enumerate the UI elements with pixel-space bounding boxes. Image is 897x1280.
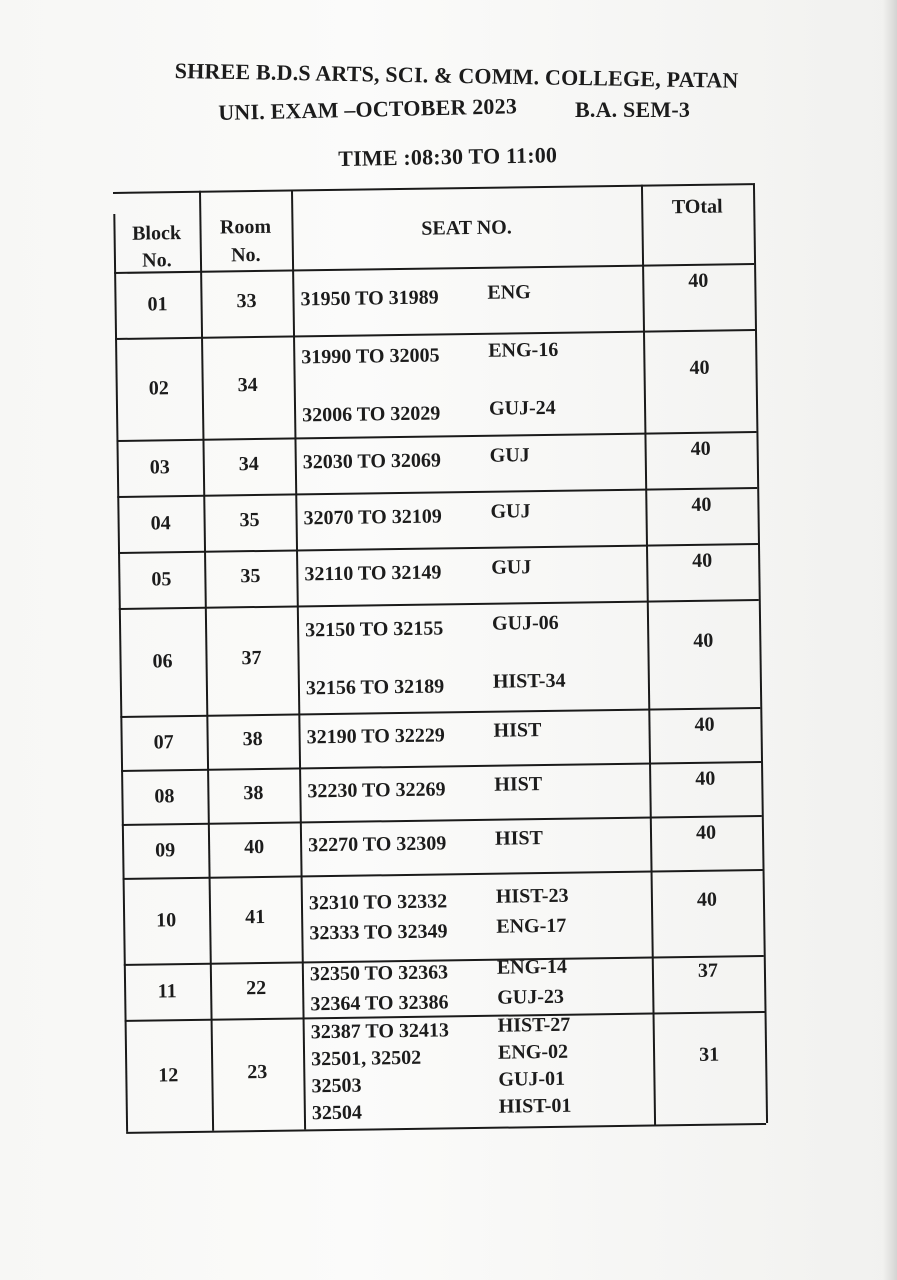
seat-subject: HIST-27 <box>497 1013 571 1037</box>
seat-range: 32230 TO 32269 <box>307 778 446 803</box>
header-total: TOtal <box>671 195 723 219</box>
block-no: 02 <box>148 377 169 400</box>
seat-subject: GUJ-06 <box>491 611 559 635</box>
room-no: 34 <box>238 452 259 476</box>
seat-range: 31990 TO 32005 <box>301 344 440 369</box>
seat-subject: HIST-01 <box>498 1094 572 1118</box>
seat-range: 32156 TO 32189 <box>305 675 445 700</box>
row-total: 40 <box>693 629 714 652</box>
seat-range: 31950 TO 31989 <box>300 286 439 311</box>
seat-subject: HIST-23 <box>495 884 569 908</box>
seat-range: 32350 TO 32363 <box>309 961 449 986</box>
seat-range: 32310 TO 32332 <box>308 890 448 915</box>
seat-range: 32503 <box>311 1074 362 1098</box>
seat-range: 32190 TO 32229 <box>306 724 445 749</box>
block-no: 05 <box>151 568 172 591</box>
seat-range: 32030 TO 32069 <box>302 449 442 474</box>
block-no: 09 <box>155 839 176 862</box>
row-total: 40 <box>691 493 712 516</box>
seating-table <box>113 183 766 1142</box>
row-total: 40 <box>695 767 716 790</box>
header-seat-no: SEAT NO. <box>421 216 512 240</box>
room-no: 41 <box>244 905 266 929</box>
room-no: 34 <box>237 373 258 397</box>
table-rule <box>119 599 759 610</box>
room-no: 38 <box>243 781 264 805</box>
seat-range: 32110 TO 32149 <box>304 561 442 586</box>
room-no: 35 <box>240 564 261 588</box>
header-room-line1: Room <box>219 215 272 239</box>
block-no: 12 <box>158 1064 179 1087</box>
seat-subject: HIST <box>493 719 542 742</box>
seat-range: 32150 TO 32155 <box>304 617 444 642</box>
table-rule <box>115 329 755 340</box>
seat-range: 32504 <box>311 1101 363 1125</box>
seat-range: 32333 TO 32349 <box>309 920 448 945</box>
page-edge-shadow <box>883 0 897 1280</box>
header-block-line1: Block <box>131 222 182 245</box>
seat-subject: GUJ-01 <box>498 1067 566 1091</box>
block-no: 07 <box>153 731 174 754</box>
block-no: 01 <box>147 293 168 316</box>
seat-range: 32387 TO 32413 <box>310 1019 450 1044</box>
table-rule <box>126 1123 766 1134</box>
block-no: 11 <box>157 980 177 1003</box>
seat-subject: GUJ <box>490 500 531 523</box>
exam-title: UNI. EXAM –OCTOBER 2023 <box>218 93 518 125</box>
row-total: 40 <box>694 713 715 736</box>
seat-range: 32364 TO 32386 <box>310 991 449 1016</box>
college-name: SHREE B.D.S ARTS, SCI. & COMM. COLLEGE, PATAN <box>174 58 739 93</box>
seat-subject: ENG-02 <box>497 1040 569 1064</box>
row-total: 31 <box>698 1043 720 1066</box>
seat-subject: GUJ <box>491 556 532 579</box>
seat-subject: GUJ <box>489 444 530 467</box>
semester-label: B.A. SEM-3 <box>575 97 691 122</box>
seat-subject: HIST <box>494 827 544 850</box>
block-no: 06 <box>152 650 173 673</box>
row-total: 40 <box>688 269 709 292</box>
seat-subject: ENG <box>487 281 531 304</box>
room-no: 38 <box>242 727 263 751</box>
room-no: 35 <box>239 508 260 532</box>
room-no: 23 <box>247 1060 268 1084</box>
row-total: 40 <box>692 549 713 572</box>
seat-subject: ENG-17 <box>496 914 567 938</box>
seat-subject: GUJ-24 <box>488 396 556 420</box>
seat-subject: GUJ-23 <box>497 985 565 1009</box>
room-no: 33 <box>236 290 257 313</box>
block-no: 10 <box>156 909 177 932</box>
seat-range: 32006 TO 32029 <box>301 402 441 427</box>
block-no: 03 <box>149 456 171 479</box>
header-block-line2: No. <box>142 249 172 272</box>
room-no: 22 <box>245 976 267 1000</box>
exam-time: TIME :08:30 TO 11:00 <box>338 142 558 171</box>
row-total: 40 <box>689 356 710 379</box>
row-total: 37 <box>697 959 719 982</box>
header-room-line2: No. <box>231 243 261 267</box>
seat-subject: HIST <box>494 773 543 796</box>
table-rule <box>123 869 763 880</box>
seat-range: 32501, 32502 <box>310 1046 422 1071</box>
seat-range: 32070 TO 32109 <box>303 505 442 530</box>
block-no: 08 <box>154 785 175 808</box>
seat-subject: ENG-14 <box>496 955 568 979</box>
room-no: 37 <box>241 646 262 670</box>
row-total: 40 <box>695 821 717 844</box>
room-no: 40 <box>244 835 265 859</box>
table-column-rule <box>641 185 656 1125</box>
row-total: 40 <box>696 888 718 911</box>
seat-subject: ENG-16 <box>488 338 559 362</box>
row-total: 40 <box>690 437 711 460</box>
block-no: 04 <box>150 512 171 535</box>
seat-range: 32270 TO 32309 <box>307 832 447 857</box>
seat-subject: HIST-34 <box>492 669 566 693</box>
